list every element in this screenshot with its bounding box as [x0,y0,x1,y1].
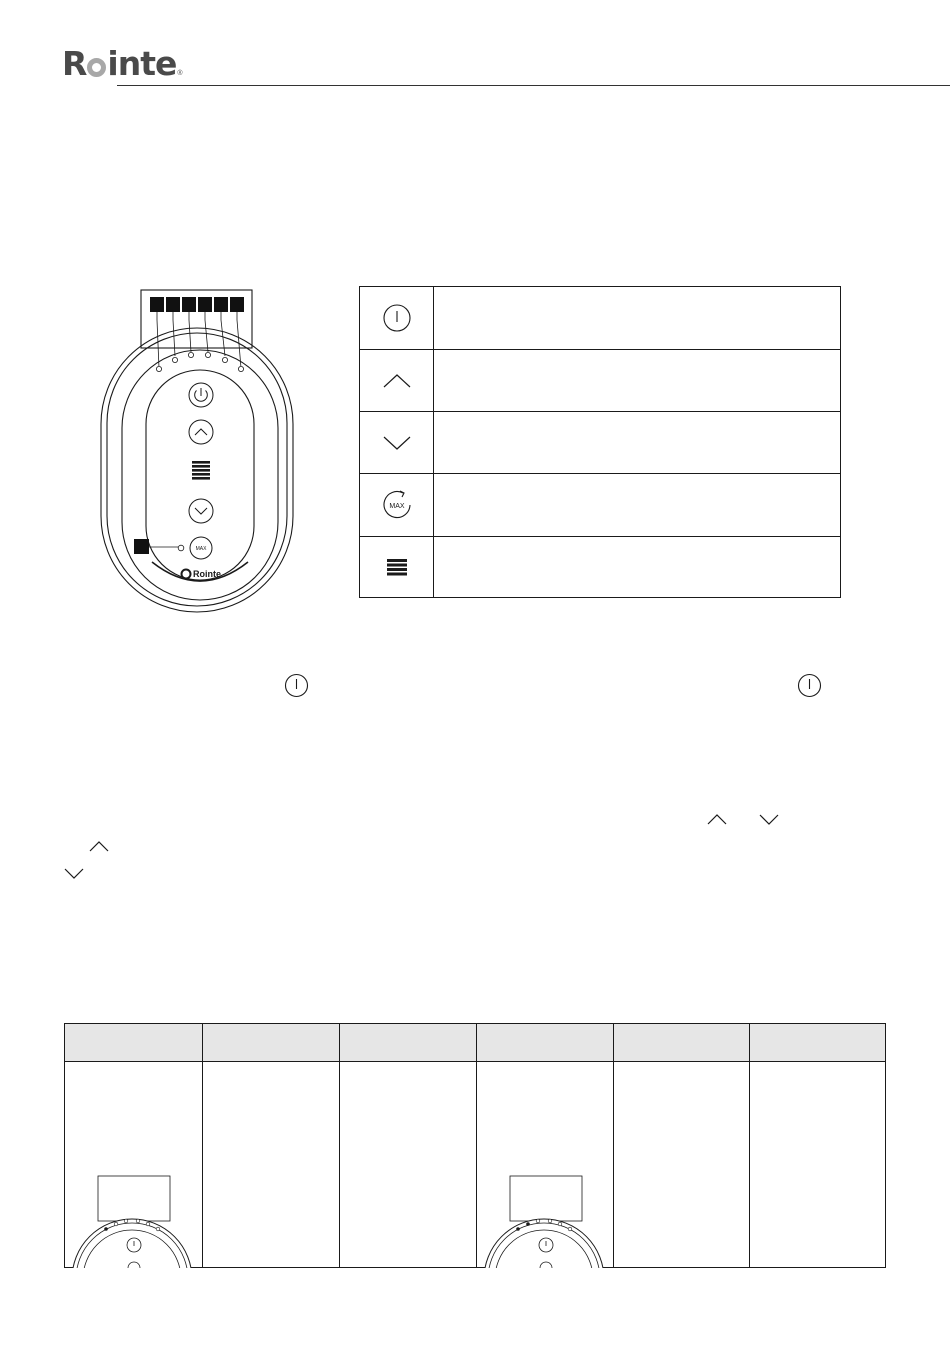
legend-row-power [360,287,840,350]
chevron-up-icon [360,350,434,411]
button-legend-table [359,286,841,598]
device-callout-box [134,539,149,554]
rointe-logo [62,46,183,82]
mode-column-header [340,1024,476,1062]
power-icon [797,673,822,698]
power-icon [284,673,309,698]
mode-column-1 [65,1024,203,1267]
max-boost-icon [360,474,434,536]
mode-column-header [614,1024,749,1062]
mode-table [64,1023,886,1268]
legend-row-up [360,350,840,412]
chevron-down-icon [63,866,85,880]
legend-row-bars [360,537,840,598]
registered-mark: ® [177,70,183,77]
terminal-boxes [150,297,244,312]
mode-column-2 [203,1024,340,1267]
device-illustration [100,288,300,613]
mode-column-4 [477,1024,614,1267]
device-stacked-bars [192,461,210,480]
legend-row-down [360,412,840,474]
device-thumbnail [477,1064,613,1268]
chevron-down-icon [758,812,780,826]
mode-column-header [203,1024,339,1062]
mode-column-header [65,1024,202,1062]
mode-column-3 [340,1024,477,1267]
legend-max-label: MAX [388,503,405,510]
device-thumbnail [65,1064,201,1268]
chevron-up-icon [706,812,728,826]
mode-column-5 [614,1024,750,1267]
logo-r: R [62,44,87,83]
header-divider [117,85,950,86]
power-icon [360,287,434,349]
legend-row-max [360,474,840,537]
stacked-bars-icon [360,537,434,598]
device-max-label: MAX [195,546,207,552]
logo-o-ring [87,58,106,77]
mode-column-header [477,1024,613,1062]
led-indicators [156,352,243,371]
device-brand-label: Rointe [193,569,221,579]
chevron-down-icon [360,412,434,473]
mode-column-6 [750,1024,885,1267]
mode-column-header [750,1024,885,1062]
chevron-up-icon [88,839,110,853]
logo-rest: inte [107,44,177,83]
